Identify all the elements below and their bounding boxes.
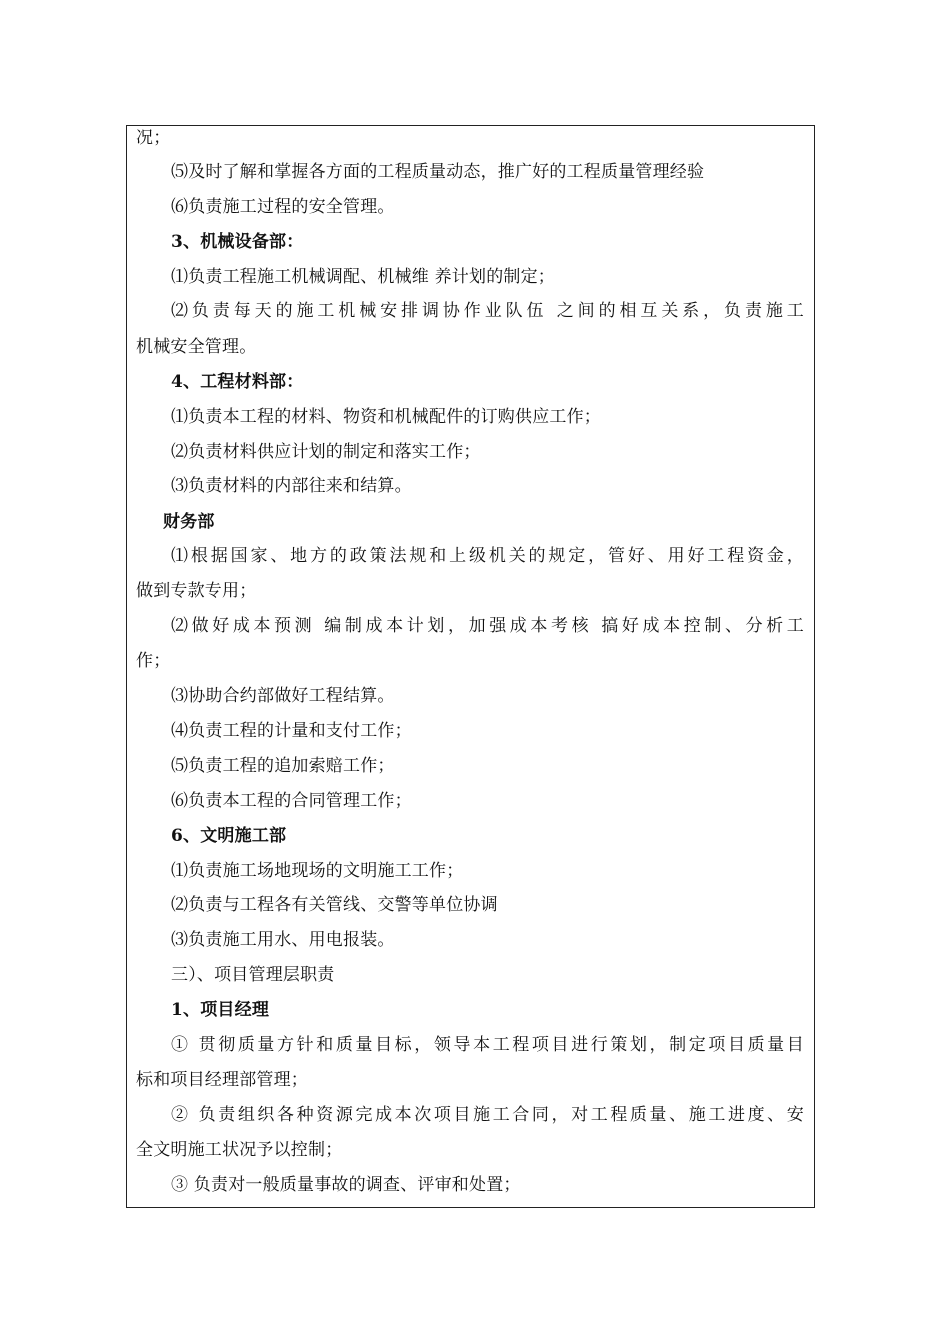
text-line: ⑸负责工程的追加索赔工作； — [171, 756, 395, 776]
text-line: 机械安全管理。 — [136, 337, 257, 357]
text-line: ⑹负责本工程的合同管理工作； — [171, 791, 412, 811]
text-line: ③ 负责对一般质量事故的调查、评审和处置； — [171, 1175, 521, 1195]
text-line: ⑵做好成本预测 编制成本计划，加强成本考核 搞好成本控制、分析工 — [171, 616, 804, 636]
text-line: ⑵负责与工程各有关管线、交警等单位协调 — [171, 895, 498, 915]
section-heading: 6、文明施工部 — [171, 826, 287, 846]
text-line: 标和项目经理部管理； — [136, 1070, 308, 1090]
text-line: ⑴负责本工程的材料、物资和机械配件的订购供应工作； — [171, 407, 601, 427]
text-line: 三）、项目管理层职责 — [171, 965, 335, 985]
section-heading: 4、工程材料部： — [171, 372, 304, 392]
text-line: ② 负责组织各种资源完成本次项目施工合同，对工程质量、施工进度、安 — [171, 1105, 804, 1125]
text-line: 全文明施工状况予以控制； — [136, 1140, 343, 1160]
text-line: ⑹负责施工过程的安全管理。 — [171, 197, 395, 217]
text-line: ⑷负责工程的计量和支付工作； — [171, 721, 412, 741]
text-line: ⑴负责工程施工机械调配、机械维 养计划的制定； — [171, 267, 556, 287]
section-heading: 1、项目经理 — [171, 1000, 270, 1020]
text-line: ⑵负责材料供应计划的制定和落实工作； — [171, 442, 481, 462]
section-heading: 3、机械设备部： — [171, 232, 304, 252]
text-line: ⑴根据国家、地方的政策法规和上级机关的规定，管好、用好工程资金， — [171, 546, 804, 566]
text-line: ⑶负责材料的内部往来和结算。 — [171, 476, 412, 496]
text-line: ⑸及时了解和掌握各方面的工程质量动态，推广好的工程质量管理经验 — [171, 162, 705, 182]
text-line: 作； — [136, 651, 171, 671]
text-line: ① 贯彻质量方针和质量目标，领导本工程项目进行策划，制定项目质量目 — [171, 1035, 804, 1055]
text-line: ⑴负责施工场地现场的文明施工工作； — [171, 861, 464, 881]
text-line: ⑶负责施工用水、用电报装。 — [171, 930, 395, 950]
text-line: ⑶协助合约部做好工程结算。 — [171, 686, 395, 706]
section-heading: 财务部 — [163, 512, 215, 532]
text-line: 做到专款专用； — [136, 581, 257, 601]
text-line: 况； — [136, 128, 171, 148]
text-line: ⑵负责每天的施工机械安排调协作业队伍 之间的相互关系，负责施工 — [171, 301, 804, 321]
